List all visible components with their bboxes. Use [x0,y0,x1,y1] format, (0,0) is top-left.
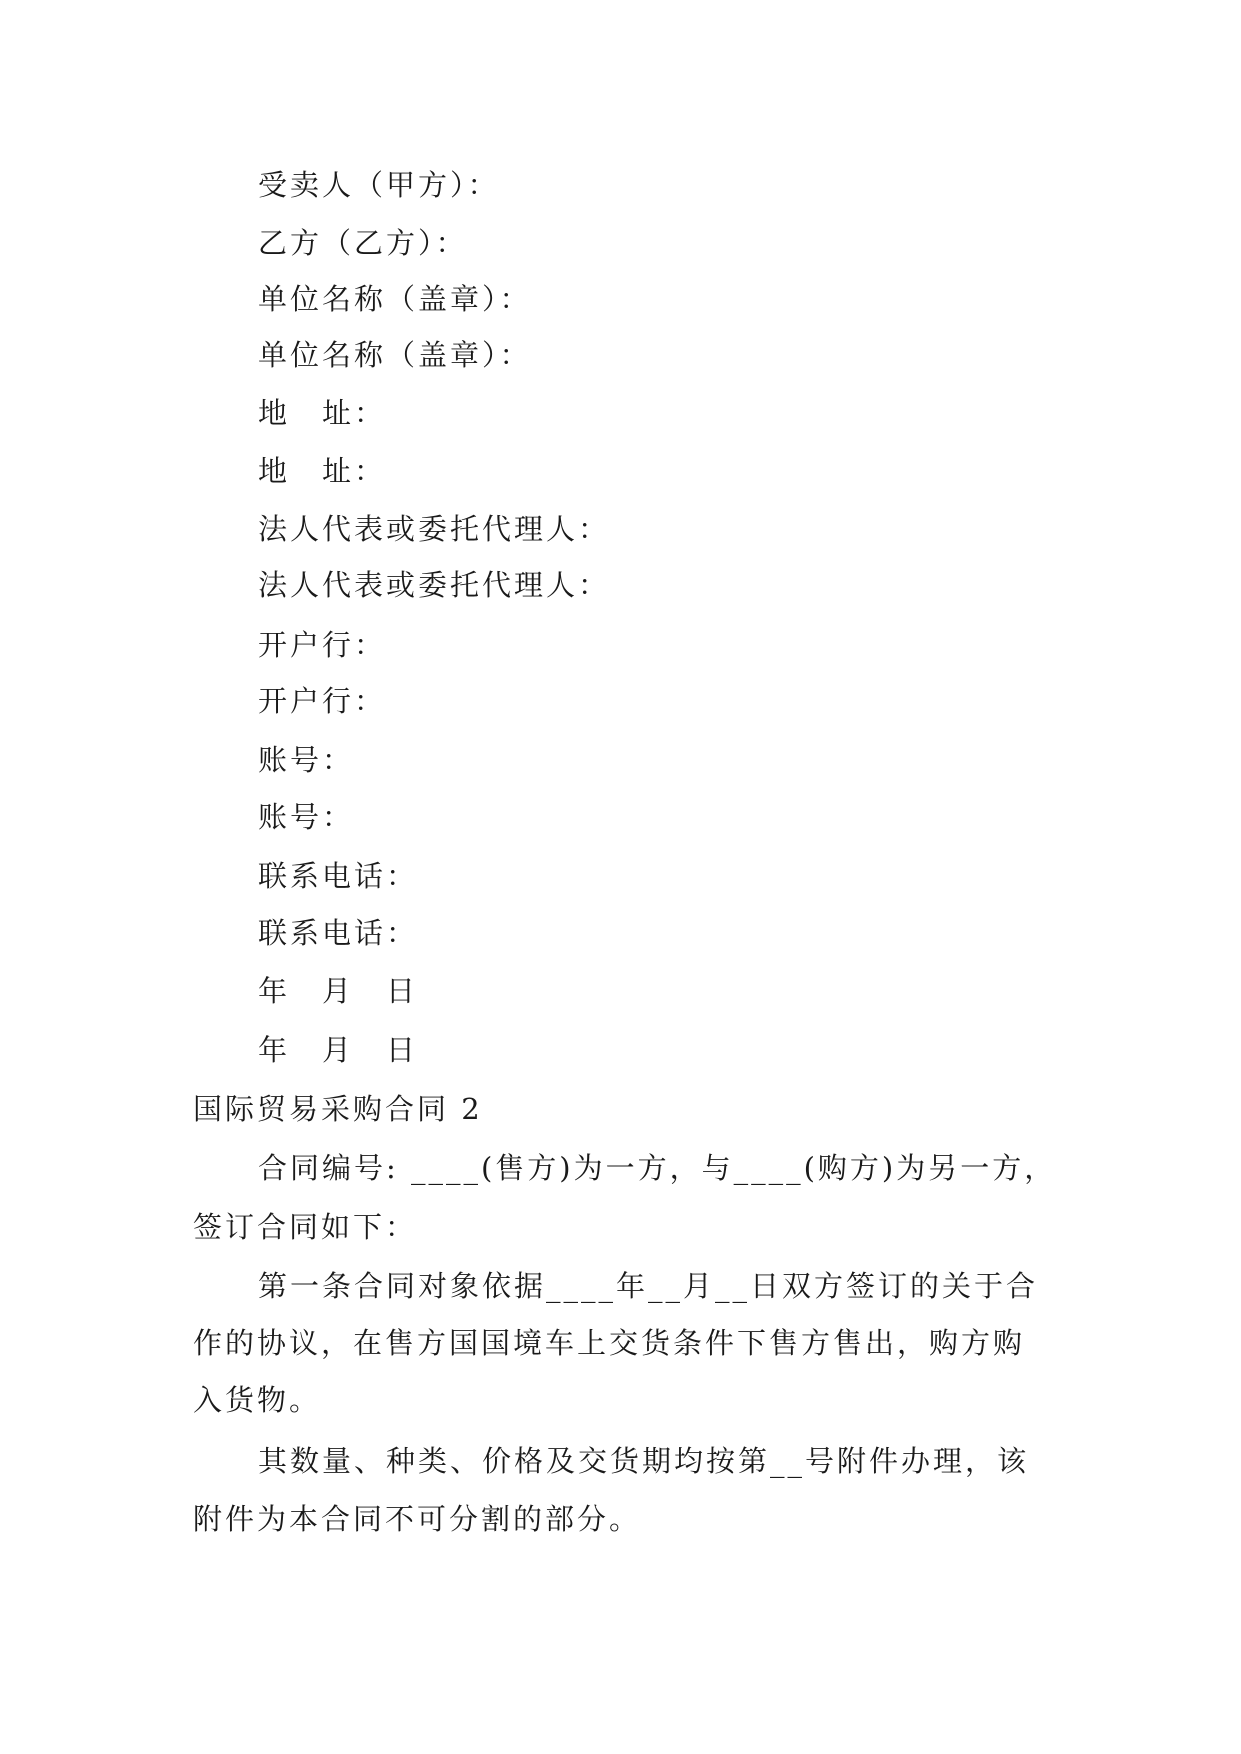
account-label: 账号： [258,743,355,777]
address-label: 地 址： [258,396,387,430]
bank-label: 开户行： [258,628,387,662]
address-label: 地 址： [258,454,387,488]
paragraph-line: 其数量、种类、价格及交货期均按第__号附件办理，该 [258,1444,1030,1478]
paragraph-line: 入货物。 [193,1383,322,1417]
company-name-label: 单位名称（盖章）： [258,338,532,372]
bank-label: 开户行： [258,684,387,718]
section-title: 国际贸易采购合同 2 [193,1092,483,1126]
date-label: 年 月 日 [258,974,419,1008]
legal-representative-label: 法人代表或委托代理人： [258,512,611,546]
account-label: 账号： [258,800,355,834]
company-name-label: 单位名称（盖章）： [258,282,532,316]
legal-representative-label: 法人代表或委托代理人： [258,568,611,602]
phone-label: 联系电话： [258,859,419,893]
paragraph-line: 附件为本合同不可分割的部分。 [193,1502,642,1536]
paragraph-line: 合同编号: ____(售方)为一方，与____(购方)为另一方， [258,1151,1057,1185]
party-a-label: 受卖人（甲方）： [258,168,500,202]
paragraph-line: 第一条合同对象依据____年__月__日双方签订的关于合 [258,1269,1039,1303]
paragraph-line: 作的协议，在售方国国境车上交货条件下售方售出，购方购 [193,1326,1026,1360]
party-b-label: 乙方（乙方）： [258,226,468,260]
phone-label: 联系电话： [258,916,419,950]
paragraph-line: 签订合同如下： [193,1210,418,1244]
date-label: 年 月 日 [258,1033,419,1067]
